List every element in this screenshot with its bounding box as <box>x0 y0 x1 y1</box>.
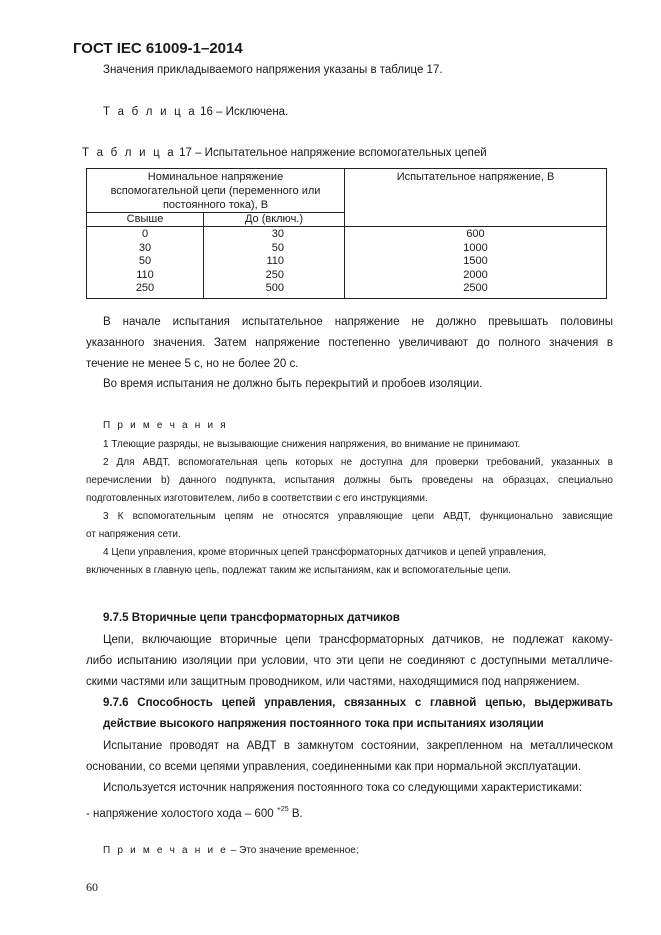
table16-caption <box>103 102 288 123</box>
table-cell: 250 <box>135 282 155 294</box>
table-cell: 500 <box>265 282 284 294</box>
column-test <box>345 227 607 299</box>
note-1: 1 Тлеющие разряды, не вызывающие снижения напряжения, во внимание не принимают. <box>103 439 521 450</box>
voltage-unit: В. <box>288 808 303 820</box>
s976-voltage <box>86 799 613 825</box>
table17-title: 17 – Испытательное напряжение вспомогательных цепей <box>179 147 487 159</box>
final-note <box>103 842 359 860</box>
column-over <box>87 227 204 299</box>
voltage-prefix: - напряжение холостого хода – 600 <box>86 808 277 820</box>
table-cell: 2000 <box>463 268 488 281</box>
s976-source: Используется источник напряжения постоянного тока со следующими характеристиками: <box>103 782 583 794</box>
table-cell: 110 <box>266 255 284 267</box>
table-cell: 1000 <box>463 241 488 254</box>
s976-heading-line1: 9.7.6 Способность цепей управления, связанных с главной цепью, выдерживать <box>103 697 613 709</box>
table-cell: 250 <box>265 268 284 281</box>
table-cell: 30 <box>138 241 152 254</box>
note-2-line1: 2 Для АВДТ, вспомогательная цепь которых не доступна для проверки требований, указанных в <box>103 457 613 468</box>
note-3-line1: 3 К вспомогательным цепям не относятся управляющие цепи АВДТ, функционально зависящие <box>103 511 613 522</box>
note-2-line3: подготовленных изготовителем, либо в соответствии с его инструкциями. <box>86 493 428 504</box>
section-975-text <box>86 630 613 693</box>
table-cell: 2500 <box>463 282 488 294</box>
table-cell: 30 <box>271 228 284 240</box>
s976-line1: Испытание проводят на АВДТ в замкнутом состоянии, закрепленном на металлическом <box>103 740 613 752</box>
header-over: Свыше <box>87 213 204 227</box>
section-976-text <box>86 736 613 825</box>
note-4-line1: 4 Цепи управления, кроме вторичных цепей трансформаторных датчиков и цепей управления, <box>103 547 547 558</box>
header-nominal-line3: постоянного тока), В <box>162 199 269 211</box>
note-4-line2: включенных в главную цепь, подлежат таким же испытаниям, как и вспомогательные цепи. <box>86 565 511 576</box>
header-nominal-line1: Номинальное напряжение <box>147 171 284 183</box>
table17-label: Т а б л и ц а <box>82 147 176 159</box>
voltage-tolerance: +25 <box>276 806 289 813</box>
page-number: 60 <box>86 880 98 894</box>
p1-line2: указанного значения. Затем напряжение постепенно увеличивают до полного значения в <box>86 337 613 349</box>
s975-line1: Цепи, включающие вторичные цепи трансформаторных датчиков, не подлежат какому- <box>103 634 613 646</box>
paragraph-test-procedure <box>86 312 613 375</box>
table16-label: Т а б л и ц а <box>103 106 197 118</box>
s976-heading-line2: действие высокого напряжения постоянного тока при испытаниях изоляции <box>103 718 544 730</box>
header-upto: До (включ.) <box>204 213 345 227</box>
final-note-label: П р и м е ч а н и е <box>103 845 229 856</box>
table16-text: 16 – Исключена. <box>200 106 289 118</box>
s976-line2: основании, со всеми цепями управления, соединенными как при нормальной эксплуатации. <box>86 761 582 773</box>
column-upto <box>204 227 345 299</box>
final-note-text: – Это значение временное; <box>228 845 359 856</box>
notes-list <box>86 436 613 580</box>
paragraph-no-breakdown: Во время испытания не должно быть перекрытий и пробоев изоляции. <box>103 378 483 390</box>
header-nominal-line2: вспомогательной цепи (переменного или <box>110 185 321 197</box>
header-nominal-voltage <box>87 169 345 213</box>
table-cell: 0 <box>141 228 149 240</box>
note-3-line2: от напряжения сети. <box>86 529 181 540</box>
table-cell: 50 <box>138 255 152 267</box>
document-header: ГОСТ IEC 61009-1–2014 <box>73 40 243 57</box>
voltage-table <box>86 168 607 299</box>
note-2-line2: перечислении b) данного подпункта, испытания должны быть проведены на образцах, специально <box>86 475 613 486</box>
s975-line2: либо испытанию изоляции при условии, что эти цепи не соединяют с доступными металличе- <box>86 655 613 667</box>
p1-line3: течение не менее 5 с, но не более 20 с. <box>86 358 299 370</box>
table-cell: 1500 <box>463 255 488 267</box>
section-975-heading: 9.7.5 Вторичные цепи трансформаторных датчиков <box>103 612 400 624</box>
section-976-heading <box>86 693 613 735</box>
table-cell: 50 <box>271 241 284 254</box>
p1-line1: В начале испытания испытательное напряжение не должно превышать половины <box>103 316 613 328</box>
table-cell: 600 <box>466 228 485 240</box>
table17-caption <box>82 143 487 164</box>
notes-title: П р и м е ч а н и я <box>103 420 228 431</box>
header-test-voltage: Испытательное напряжение, В <box>345 169 607 227</box>
intro-text: Значения прикладываемого напряжения указаны в таблице 17. <box>103 64 443 76</box>
table-cell: 110 <box>136 268 154 281</box>
s975-line3: скими частями или защитным проводником, или частями, находящимися под напряжением. <box>86 676 580 688</box>
